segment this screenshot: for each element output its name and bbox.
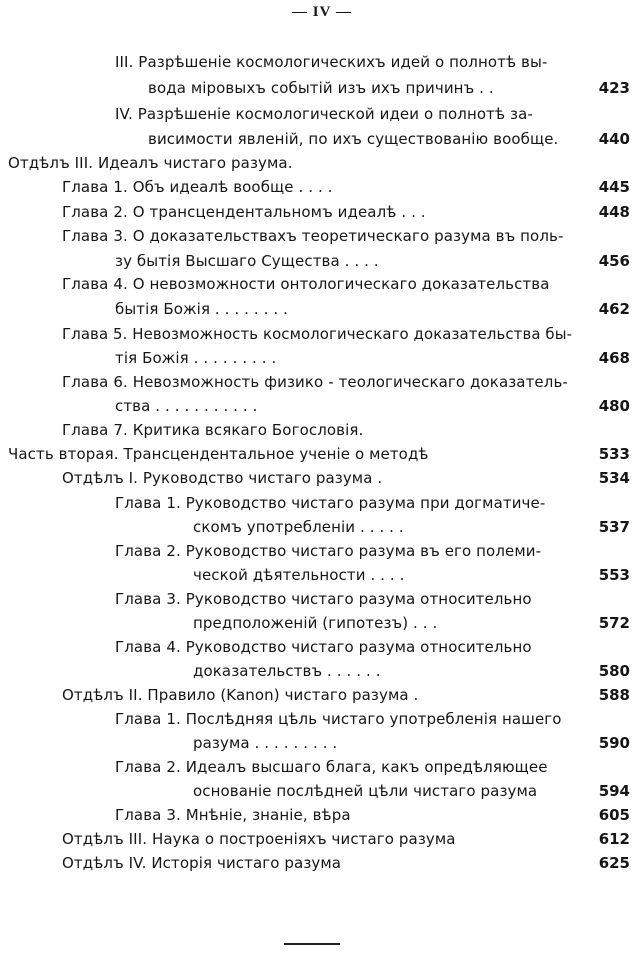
toc-text: висимости явленій, по ихъ существованію вообще. <box>148 130 559 148</box>
toc-page-number: 462 <box>598 300 630 318</box>
toc-line <box>193 611 437 635</box>
toc-text: Глава 5. Невозможность космологическаго доказательства бы- <box>62 325 573 343</box>
toc-text: скомъ употребленіи . . . . . <box>193 518 404 536</box>
toc-text: вода міровыхъ событій изъ ихъ причинъ . . <box>148 79 494 97</box>
toc-line <box>115 394 258 418</box>
toc-line <box>62 370 568 394</box>
toc-text: ства . . . . . . . . . . . <box>115 397 258 415</box>
toc-text: Глава 3. О доказательствахъ теоретическаго разума въ поль- <box>62 227 564 245</box>
toc-line <box>115 539 541 563</box>
toc-text: Отдѣлъ III. Идеалъ чистаго разума. <box>8 154 293 172</box>
toc-line <box>148 76 494 100</box>
toc-part-heading <box>8 442 429 466</box>
footer-rule <box>284 943 340 945</box>
toc-text: Отдѣлъ IV. Исторія чистаго разума <box>62 854 342 872</box>
toc-page-number: 580 <box>598 662 630 680</box>
toc-text: Глава 4. О невозможности онтологическаго доказательства <box>62 275 550 293</box>
toc-page-number: 440 <box>598 130 630 148</box>
toc-line <box>193 515 404 539</box>
toc-page-number: 456 <box>598 252 630 270</box>
toc-text: зу бытія Высшаго Существа . . . . <box>115 252 379 270</box>
toc-line <box>115 635 532 659</box>
toc-text: Глава 3. Мнѣніе, знаніе, вѣра <box>115 806 351 824</box>
toc-line <box>193 659 381 683</box>
toc-text: IV. Разрѣшеніе космологической идеи о полнотѣ за- <box>115 105 533 123</box>
toc-line <box>193 731 337 755</box>
toc-text: Глава 2. Идеалъ высшаго блага, какъ опредѣляющее <box>115 758 548 776</box>
toc-text: Глава 1. Руководство чистаго разума при догматиче- <box>115 494 546 512</box>
toc-line <box>115 803 351 827</box>
toc-text: разума . . . . . . . . . <box>193 734 338 752</box>
toc-line <box>148 127 558 151</box>
toc-page-number: 537 <box>598 518 630 536</box>
toc-line <box>115 707 562 731</box>
toc-page-number: 605 <box>598 806 630 824</box>
toc-line <box>62 272 550 296</box>
toc-line <box>62 851 341 875</box>
toc-text: тія Божія . . . . . . . . . <box>115 349 277 367</box>
toc-text: Отдѣлъ II. Правило (Kanon) чистаго разума . <box>62 686 419 704</box>
toc-page-number: 612 <box>598 830 630 848</box>
toc-line <box>62 175 333 199</box>
toc-text: Глава 2. О трансцендентальномъ идеалѣ . . . <box>62 203 426 221</box>
toc-page-number: 553 <box>598 566 630 584</box>
toc-page-number: 423 <box>598 79 630 97</box>
toc-text: Глава 2. Руководство чистаго разума въ его полеми- <box>115 542 542 560</box>
toc-line <box>115 491 545 515</box>
toc-line <box>115 102 533 126</box>
toc-line <box>62 683 418 707</box>
toc-page-number: 445 <box>598 178 630 196</box>
toc-line <box>62 418 363 442</box>
toc-text: Глава 7. Критика всякаго Богословія. <box>62 421 364 439</box>
toc-line <box>115 755 548 779</box>
toc-line <box>62 466 382 490</box>
toc-page-number: 480 <box>598 397 630 415</box>
toc-text: предположеній (гипотезъ) . . . <box>193 614 438 632</box>
toc-line <box>115 50 547 74</box>
toc-line <box>62 322 572 346</box>
toc-page-number: 588 <box>598 686 630 704</box>
toc-text: ческой дѣятельности . . . . <box>193 566 405 584</box>
toc-page-number: 594 <box>598 782 630 800</box>
toc-text: Глава 1. Послѣдняя цѣль чистаго употребленія нашего <box>115 710 562 728</box>
toc-line <box>62 200 426 224</box>
toc-page-number: 590 <box>598 734 630 752</box>
toc-section-heading <box>8 151 293 175</box>
toc-line <box>62 224 563 248</box>
toc-page-number: 448 <box>598 203 630 221</box>
toc-text: III. Разрѣшеніе космологическихъ идей о полнотѣ вы- <box>115 53 548 71</box>
toc-text: Глава 6. Невозможность физико - теологическаго доказатель- <box>62 373 568 391</box>
toc-page-number: 468 <box>598 349 630 367</box>
toc-line <box>193 563 405 587</box>
toc-line <box>115 297 288 321</box>
toc-line <box>193 779 537 803</box>
page-header-roman-numeral: — IV — <box>292 4 352 20</box>
toc-text: Отдѣлъ III. Наука о построеніяхъ чистаго разума <box>62 830 456 848</box>
toc-text: Глава 1. Объ идеалѣ вообще . . . . <box>62 178 333 196</box>
toc-text: Глава 3. Руководство чистаго разума относительно <box>115 590 532 608</box>
toc-line <box>62 827 456 851</box>
toc-page-number: 625 <box>598 854 630 872</box>
toc-text: Глава 4. Руководство чистаго разума относительно <box>115 638 532 656</box>
toc-text: основаніе послѣдней цѣли чистаго разума <box>193 782 538 800</box>
toc-page-number: 534 <box>598 469 630 487</box>
toc-text: бытія Божія . . . . . . . . <box>115 300 288 318</box>
toc-text: Отдѣлъ I. Руководство чистаго разума . <box>62 469 383 487</box>
toc-page-number: 533 <box>598 445 630 463</box>
toc-text: доказательствъ . . . . . . <box>193 662 381 680</box>
toc-page-number: 572 <box>598 614 630 632</box>
toc-text: Часть вторая. Трансцендентальное ученіе о методѣ <box>8 445 429 463</box>
toc-line <box>115 346 276 370</box>
toc-line <box>115 587 532 611</box>
toc-line <box>115 249 379 273</box>
